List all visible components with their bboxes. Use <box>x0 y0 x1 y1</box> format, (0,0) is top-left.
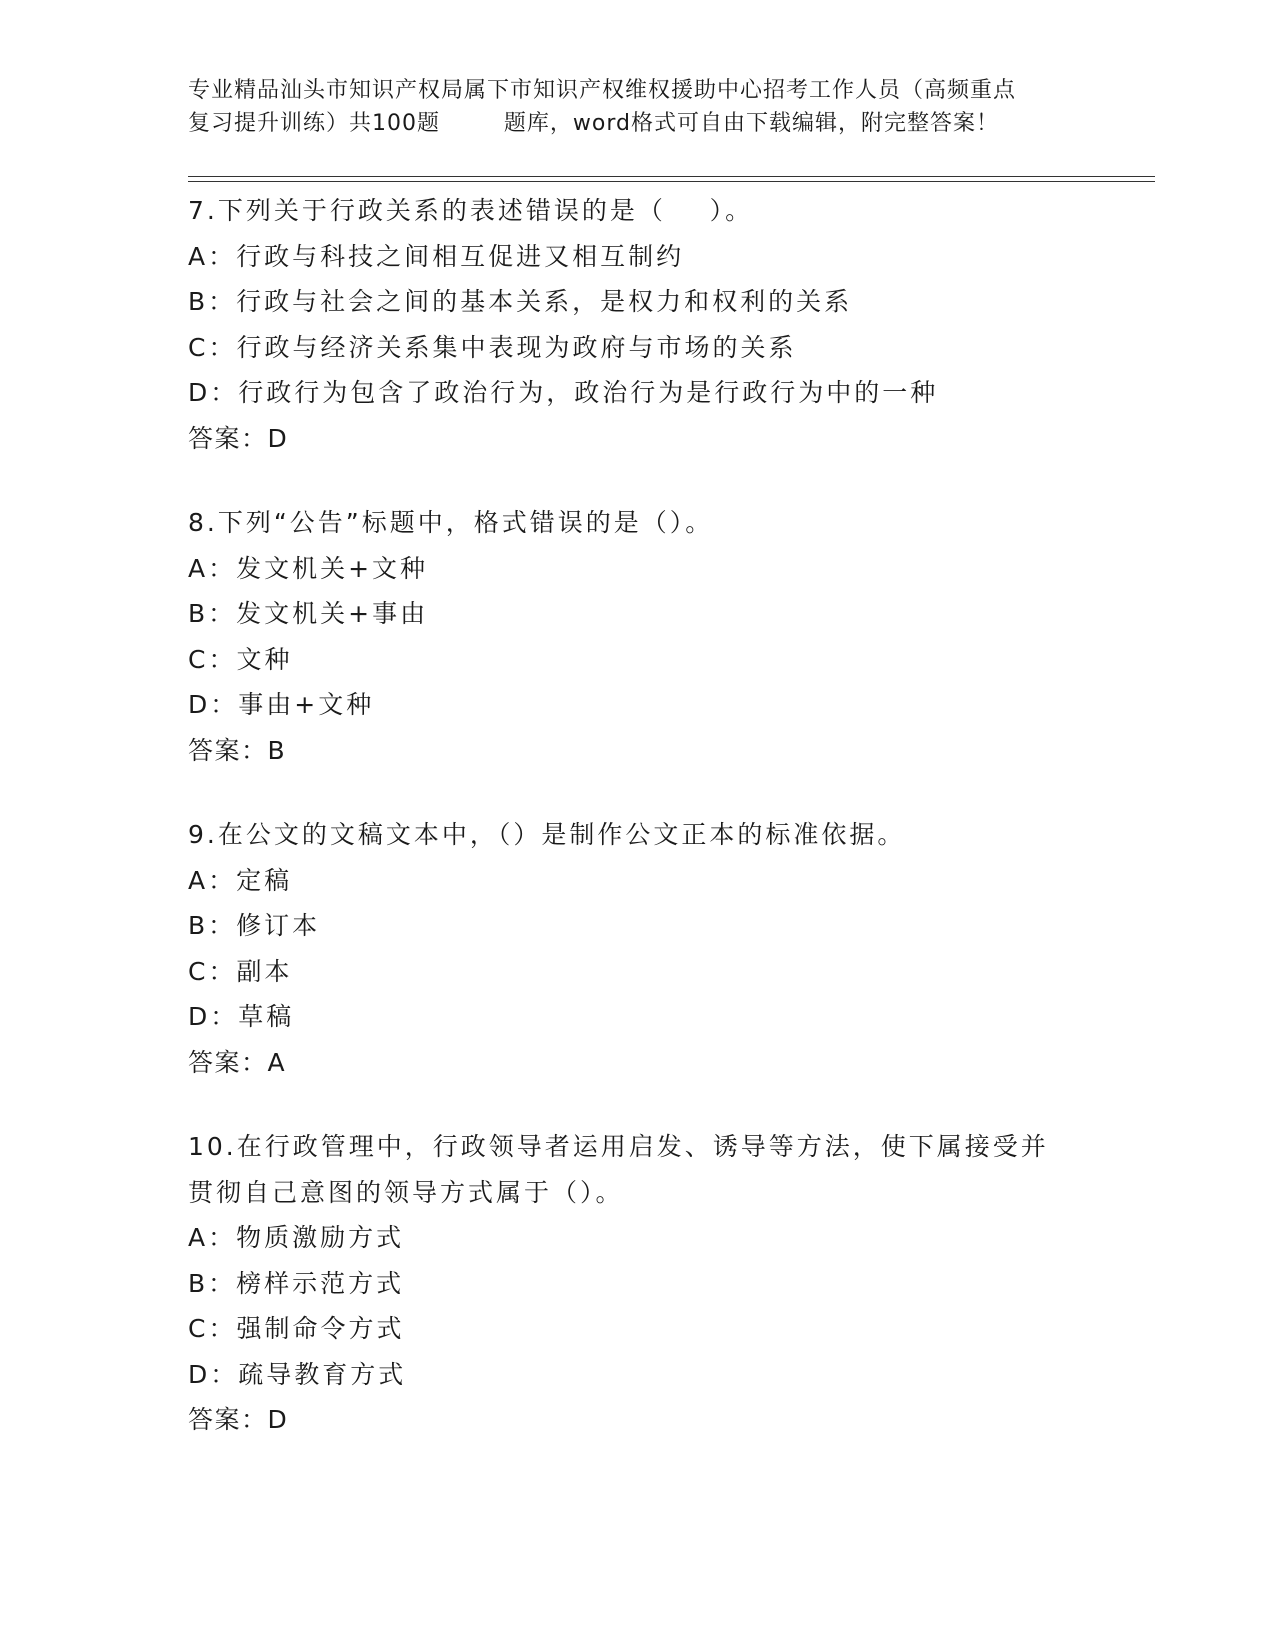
question-text: 9.在公文的文稿文本中，（）是制作公文正本的标准依据。 <box>188 820 906 849</box>
option-a: A：定稿 <box>188 865 293 895</box>
option-d: D：疏导教育方式 <box>188 1359 407 1389</box>
option-b: B：榜样示范方式 <box>188 1268 405 1298</box>
header-line-1: 专业精品汕头市知识产权局属下市知识产权维权援助中心招考工作人员（高频重点 <box>188 78 1017 103</box>
option-c: C：文种 <box>188 644 293 674</box>
option-b: B：行政与社会之间的基本关系，是权力和权利的关系 <box>188 287 853 316</box>
option-a: A：物质激励方式 <box>188 1223 405 1252</box>
answer-text: 答案：A <box>188 1047 287 1077</box>
header-divider-top <box>188 176 1155 177</box>
document-header <box>188 74 1088 140</box>
question-item <box>188 500 1155 773</box>
question-text: 7.下列关于行政关系的表述错误的是（ ）。 <box>188 196 754 225</box>
question-item <box>188 188 1155 461</box>
option-b: B：发文机关+事由 <box>188 599 429 628</box>
option-a: A：行政与科技之间相互促进又相互制约 <box>188 241 685 271</box>
option-d: D：行政行为包含了政治行为，政治行为是行政行为中的一种 <box>188 378 939 407</box>
option-c: C：行政与经济关系集中表现为政府与市场的关系 <box>188 332 797 362</box>
question-text-continued: 贯彻自己意图的领导方式属于（）。 <box>188 1177 624 1207</box>
option-d: D：草稿 <box>188 1002 295 1031</box>
header-divider-bottom <box>188 181 1155 182</box>
option-c: C：强制命令方式 <box>188 1314 405 1343</box>
question-text: 8.下列“公告”标题中，格式错误的是（）。 <box>188 508 714 537</box>
option-c: C：副本 <box>188 956 293 986</box>
question-text: 10.在行政管理中，行政领导者运用启发、诱导等方法，使下属接受并 <box>188 1132 1049 1161</box>
option-d: D：事由+文种 <box>188 690 375 719</box>
question-item <box>188 1124 1155 1443</box>
option-b: B：修订本 <box>188 911 321 940</box>
header-line-2: 复习提升训练）共100题 题库，word格式可自由下载编辑，附完整答案！ <box>188 111 1000 136</box>
question-list <box>188 188 1155 1482</box>
question-item <box>188 812 1155 1085</box>
answer-text: 答案：D <box>188 1405 289 1434</box>
answer-text: 答案：D <box>188 423 289 453</box>
option-a: A：发文机关+文种 <box>188 553 429 583</box>
answer-text: 答案：B <box>188 735 287 765</box>
